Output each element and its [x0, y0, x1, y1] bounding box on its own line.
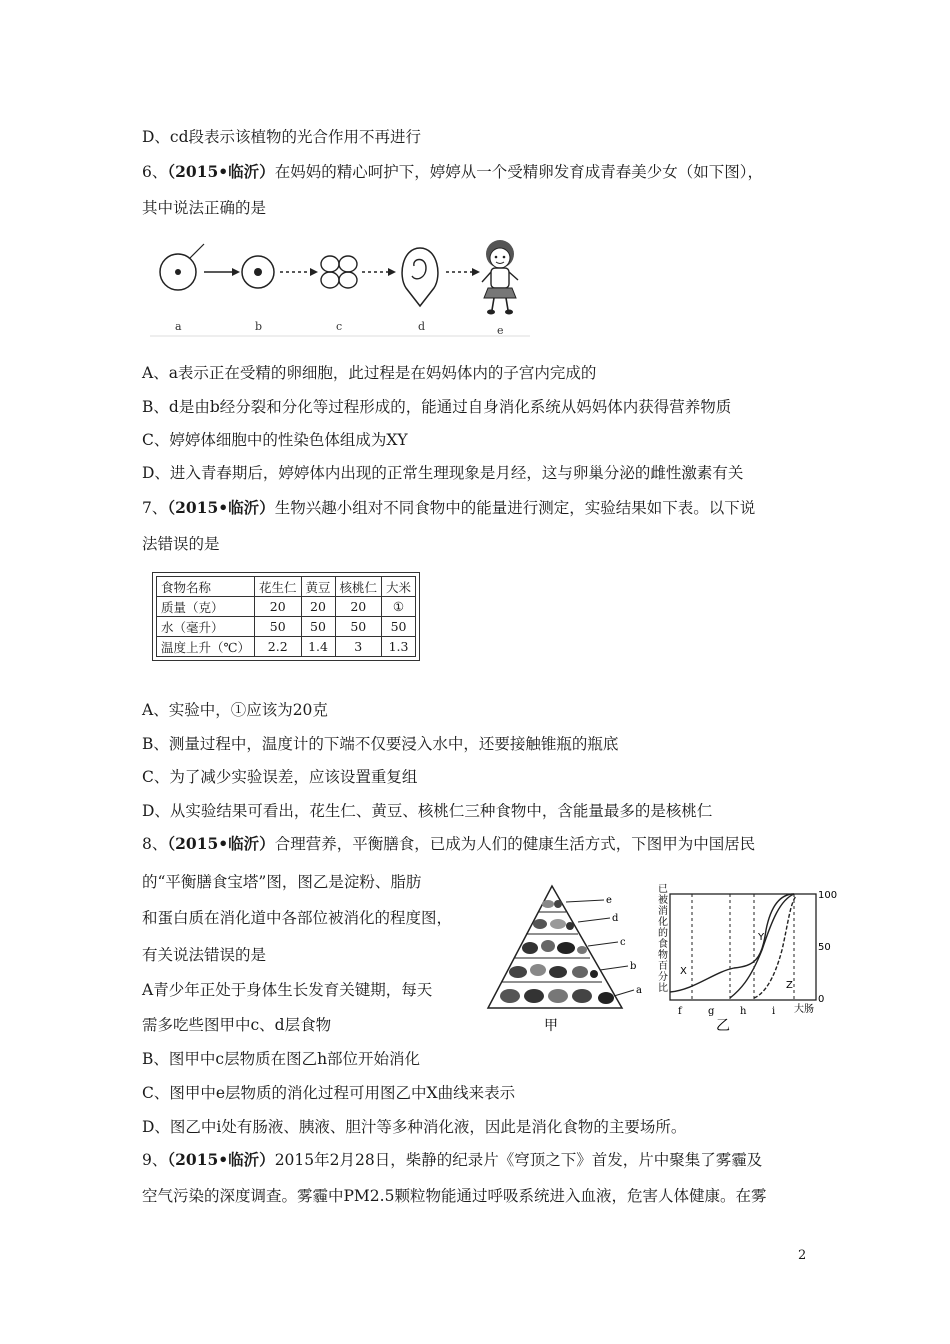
table-row [157, 597, 416, 617]
table-cell: 50 [382, 617, 416, 637]
pyramid-label-d: d [612, 913, 619, 924]
q6-option-c: C、婷婷体细胞中的性染色体组成为XY [142, 431, 408, 449]
girl-e [482, 240, 518, 315]
fig6-label-d: d [418, 320, 426, 333]
table-cell: 质量（克） [157, 597, 255, 617]
x-label-g: g [708, 1006, 715, 1017]
q8-option-a-line1: A青少年正处于身体生长发育关键期，每天 [142, 981, 433, 999]
curve-x [670, 894, 794, 992]
q7-source: （2015•临沂） [167, 498, 275, 517]
table-header: 食物名称 [157, 577, 255, 597]
pyramid-label-b: b [630, 961, 637, 972]
q8-stem-cont3: 有关说法错误的是 [142, 946, 267, 964]
table-cell: ① [382, 597, 416, 617]
table-header: 大米 [382, 577, 416, 597]
q8-option-b: B、图甲中c层物质在图乙h部位开始消化 [142, 1050, 421, 1068]
cells-c [321, 256, 357, 288]
pyramid-label-a: a [636, 985, 642, 996]
table-cell: 50 [335, 617, 382, 637]
q7-option-c: C、为了减少实验误差，应该设置重复组 [142, 768, 418, 786]
table-header: 花生仁 [254, 577, 301, 597]
zygote-a [160, 244, 204, 290]
q7-option-a: A、实验中，①应该为20克 [142, 701, 328, 719]
chart-ylabel-char: 的 [658, 928, 668, 939]
chart-ylabel-char: 已 [658, 884, 668, 895]
fig6-label-c: c [336, 320, 343, 333]
table-cell: 20 [335, 597, 382, 617]
q8-source: （2015•临沂） [167, 834, 275, 853]
q7-text: 生物兴趣小组对不同食物中的能量进行测定，实验结果如下表。以下说 [274, 499, 756, 517]
x-label-h: h [740, 1006, 747, 1017]
q8-number: 8、 [142, 835, 168, 853]
q6-stem-cont: 其中说法正确的是 [142, 199, 267, 217]
q7-number: 7、 [142, 499, 168, 517]
table-cell: 1.3 [382, 637, 416, 657]
q6-source: （2015•临沂） [167, 162, 275, 181]
chart-caption: 乙 [716, 1018, 730, 1032]
chart-ylabel-char: 比 [658, 983, 668, 994]
chart-ylabel-char: 百 [658, 961, 668, 972]
q9-text: 2015年2月28日，柴静的纪录片《穹顶之下》首发，片中聚集了雾霾及 [274, 1151, 763, 1169]
table-row [157, 617, 416, 637]
arrow-c-d [362, 268, 396, 276]
chart-ylabel-char: 食 [658, 939, 668, 950]
arrow-d-e [446, 268, 480, 276]
q6-option-b: B、d是由b经分裂和分化等过程形成的，能通过自身消化系统从妈妈体内获得营养物质 [142, 398, 732, 416]
table-header: 黄豆 [301, 577, 335, 597]
q9-stem-cont: 空气污染的深度调查。雾霾中PM2.5颗粒物能通过呼吸系统进入血液，危害人体健康。在雾 [142, 1187, 767, 1205]
q8-stem [142, 833, 755, 855]
table-cell: 50 [254, 617, 301, 637]
digestion-chart-figure [654, 880, 838, 1032]
development-figure [150, 236, 530, 344]
curve-label-x: X [680, 966, 687, 977]
pyramid-caption: 甲 [544, 1018, 558, 1032]
table-cell: 2.2 [254, 637, 301, 657]
q9-number: 9、 [142, 1151, 168, 1169]
q9-stem [142, 1149, 762, 1171]
x-label-large-intestine: 大肠 [794, 1004, 814, 1015]
q7-option-b: B、测量过程中，温度计的下端不仅要浸入水中，还要接触锥瓶的瓶底 [142, 735, 619, 753]
q7-stem [142, 497, 755, 519]
table-cell: 3 [335, 637, 382, 657]
q8-stem-cont1: 的“平衡膳食宝塔”图，图乙是淀粉、脂肪 [142, 873, 422, 891]
chart-tick-100: 100 [818, 890, 838, 901]
q6-option-a: A、a表示正在受精的卵细胞，此过程是在妈妈体内的子宫内完成的 [142, 364, 597, 382]
pyramid-label-e: e [606, 895, 612, 906]
table-cell: 20 [254, 597, 301, 617]
chart-ylabel [658, 883, 668, 994]
page-number: 2 [798, 1248, 807, 1263]
q6-option-d: D、进入青春期后，婷婷体内出现的正常生理现象是月经，这与卵巢分泌的雌性激素有关 [142, 464, 744, 482]
cell-b [242, 256, 274, 288]
fig6-label-a: a [175, 320, 182, 333]
fig6-label-b: b [255, 320, 263, 333]
chart-tick-50: 50 [818, 942, 831, 953]
curve-label-z: Z [786, 980, 793, 991]
chart-ylabel-char: 被 [658, 895, 668, 906]
q6-text: 在妈妈的精心呵护下，婷婷从一个受精卵发育成青春美少女（如下图）， [274, 163, 763, 181]
arrow-b-c [280, 268, 318, 276]
chart-ylabel-char: 消 [658, 906, 668, 917]
chart-ylabel-char: 物 [658, 950, 668, 961]
q8-option-d: D、图乙中i处有肠液、胰液、胆汁等多种消化液，因此是消化食物的主要场所。 [142, 1118, 687, 1136]
table-cell: 温度上升（℃） [157, 637, 255, 657]
q8-option-c: C、图甲中e层物质的消化过程可用图乙中X曲线来表示 [142, 1084, 516, 1102]
q8-option-a-line2: 需多吃些图甲中c、d层食物 [142, 1016, 332, 1034]
chart-ylabel-char: 分 [658, 972, 668, 983]
q9-source: （2015•临沂） [167, 1150, 275, 1169]
q6-stem [142, 161, 763, 183]
food-pyramid-figure [482, 880, 652, 1032]
q5-option-d: D、cd段表示该植物的光合作用不再进行 [142, 128, 422, 146]
table-header-row [157, 577, 416, 597]
fig6-label-e: e [497, 324, 504, 337]
table-cell: 20 [301, 597, 335, 617]
pyramid-label-c: c [620, 937, 626, 948]
curve-label-y: Y [758, 932, 765, 943]
arrow-a-b [204, 268, 240, 276]
table-cell: 50 [301, 617, 335, 637]
chart-ylabel-char: 化 [658, 917, 668, 928]
food-energy-table [152, 572, 420, 661]
q8-text: 合理营养，平衡膳食，已成为人们的健康生活方式，下图甲为中国居民 [274, 835, 756, 853]
q6-number: 6、 [142, 163, 168, 181]
q7-stem-cont: 法错误的是 [142, 535, 220, 553]
x-label-i: i [772, 1006, 776, 1017]
table-header: 核桃仁 [335, 577, 382, 597]
q7-option-d: D、从实验结果可看出，花生仁、黄豆、核桃仁三种食物中，含能量最多的是核桃仁 [142, 802, 713, 820]
table-row [157, 637, 416, 657]
curve-y [730, 894, 794, 998]
table-cell: 1.4 [301, 637, 335, 657]
embryo-d [402, 248, 438, 306]
chart-tick-0: 0 [818, 994, 825, 1005]
x-label-f: f [678, 1006, 682, 1017]
q8-stem-cont2: 和蛋白质在消化道中各部位被消化的程度图， [142, 909, 453, 927]
table-cell: 水（毫升） [157, 617, 255, 637]
